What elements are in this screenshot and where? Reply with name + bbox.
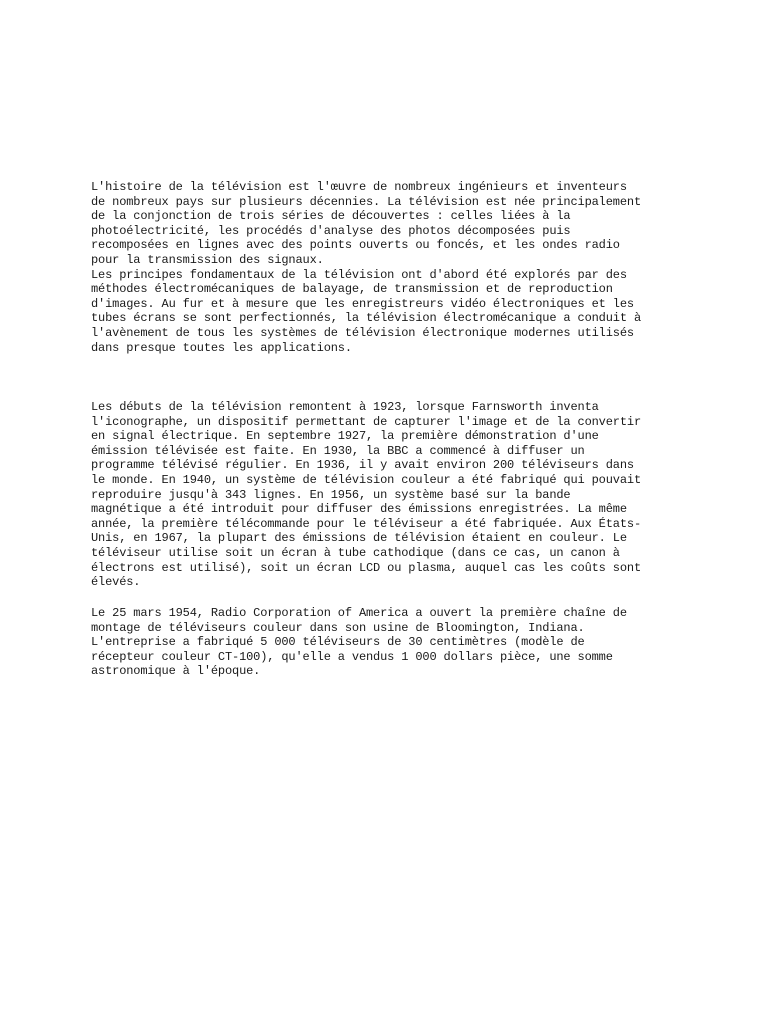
text-line: Les débuts de la télévision remontent à 1923, lorsque Farnsworth inventa — [91, 400, 599, 414]
text-line: téléviseur utilise soit un écran à tube cathodique (dans ce cas, un canon à — [91, 545, 620, 560]
text-line: l'avènement de tous les systèmes de télévision électronique modernes utilisés — [91, 325, 634, 340]
text-line: méthodes électromécaniques de balayage, de transmission et de reproduction — [91, 282, 613, 297]
text-line: tubes écrans se sont perfectionnés, la télévision électromécanique a conduit à — [91, 311, 641, 326]
text-line: de nombreux pays sur plusieurs décennies. La télévision est née principalement — [91, 194, 641, 209]
text-line: L'histoire de la télévision est l'œuvre de nombreux ingénieurs et inventeurs — [91, 180, 627, 194]
text-line: astronomique à l'époque. — [91, 664, 261, 679]
text-line: reproduire jusqu'à 343 lignes. En 1956, un système basé sur la bande — [91, 487, 571, 502]
text-line: L'entreprise a fabriqué 5 000 téléviseurs de 30 centimètres (modèle de — [91, 635, 585, 650]
text-line: émission télévisée est faite. En 1930, la BBC a commencé à diffuser un — [91, 443, 585, 458]
text-line: en signal électrique. En septembre 1927, la première démonstration d'une — [91, 429, 599, 444]
text-line: magnétique a été introduit pour diffuser des émissions enregistrées. La même — [91, 502, 627, 517]
paragraph-history-intro — [91, 180, 711, 355]
text-line: dans presque toutes les applications. — [91, 340, 352, 355]
text-line: d'images. Au fur et à mesure que les enregistreurs vidéo électroniques et les — [91, 296, 634, 311]
text-line: Unis, en 1967, la plupart des émissions de télévision étaient en couleur. Le — [91, 531, 627, 546]
text-line: Le 25 mars 1954, Radio Corporation of America a ouvert la première chaîne de — [91, 606, 627, 620]
text-line: pour la transmission des signaux. — [91, 252, 324, 267]
text-line: électrons est utilisé), soit un écran LCD ou plasma, auquel cas les coûts sont — [91, 560, 641, 575]
text-line: montage de téléviseurs couleur dans son usine de Bloomington, Indiana. — [91, 620, 585, 635]
text-line: photoélectricité, les procédés d'analyse des photos décomposées puis — [91, 223, 571, 238]
text-line: l'iconographe, un dispositif permettant de capturer l'image et de la convertir — [91, 414, 641, 429]
paragraph-television-beginnings — [91, 400, 711, 590]
text-line: programme télévisé régulier. En 1936, il y avait environ 200 téléviseurs dans — [91, 458, 634, 473]
text-line: Les principes fondamentaux de la télévision ont d'abord été explorés par des — [91, 267, 627, 282]
text-line: de la conjonction de trois séries de découvertes : celles liées à la — [91, 209, 571, 224]
paragraph-rca-production — [91, 606, 711, 679]
text-line: récepteur couleur CT-100), qu'elle a vendus 1 000 dollars pièce, une somme — [91, 649, 613, 664]
text-line: élevés. — [91, 575, 141, 590]
text-line: année, la première télécommande pour le téléviseur a été fabriquée. Aux États- — [91, 516, 641, 531]
text-line: recomposées en lignes avec des points ouverts ou foncés, et les ondes radio — [91, 238, 620, 253]
text-line: le monde. En 1940, un système de télévision couleur a été fabriqué qui pouvait — [91, 472, 641, 487]
